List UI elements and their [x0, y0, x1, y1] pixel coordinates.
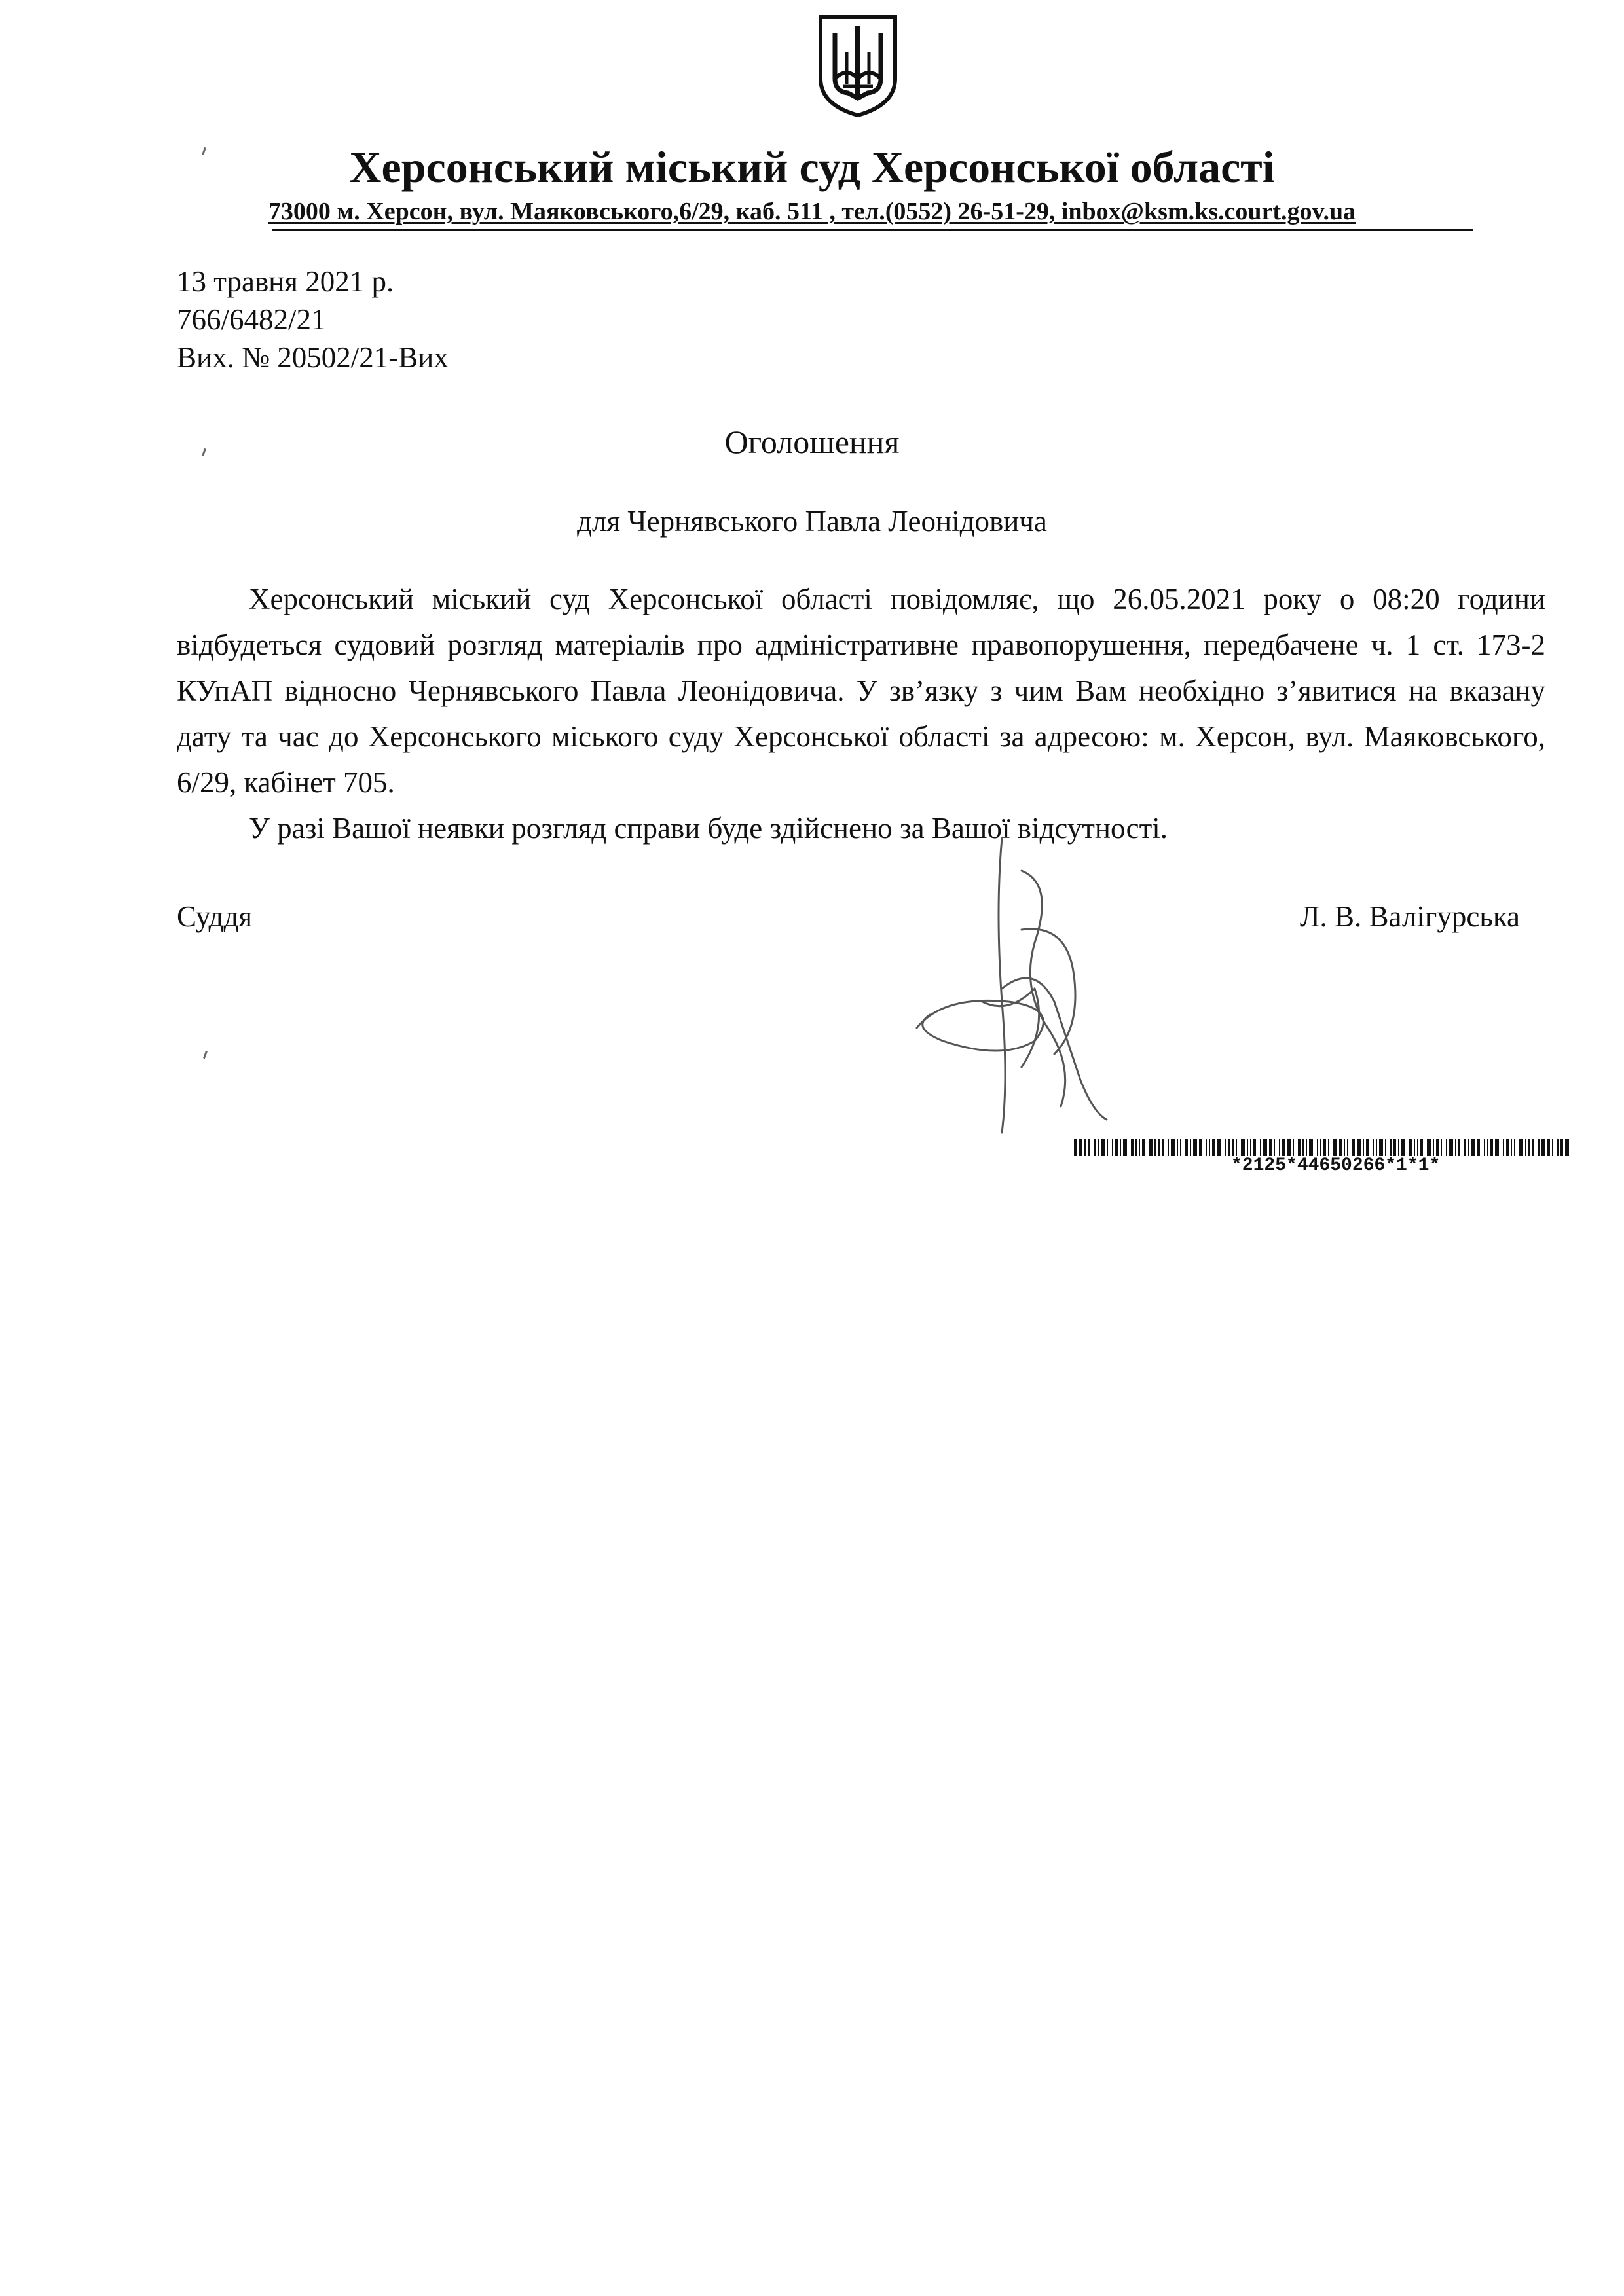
barcode-bar: [1538, 1139, 1540, 1156]
barcode-bar: [1357, 1139, 1361, 1156]
barcode-bar: [1250, 1139, 1251, 1156]
barcode-bar: [1352, 1139, 1355, 1156]
barcode-bar: [1385, 1139, 1386, 1156]
barcode-bar: [1253, 1139, 1256, 1156]
barcode-bar: [1282, 1139, 1285, 1156]
barcode-bar: [1557, 1139, 1559, 1156]
barcode-bar: [1320, 1139, 1321, 1156]
notice-body: [177, 576, 1545, 851]
barcode-bar: [1436, 1139, 1439, 1156]
barcode-bar: [1366, 1139, 1369, 1156]
header-divider: [272, 229, 1473, 231]
barcode-bar: [1487, 1139, 1488, 1156]
barcode-bar: [1225, 1139, 1226, 1156]
barcode-bar: [1112, 1139, 1113, 1156]
barcode-bar: [1101, 1139, 1105, 1156]
barcode-bar: [1190, 1139, 1191, 1156]
barcode-bar: [1120, 1139, 1121, 1156]
barcode-bar: [1074, 1139, 1077, 1156]
court-name: Херсонський міський суд Херсонської області: [349, 142, 1275, 192]
barcode-bar: [1217, 1139, 1221, 1156]
barcode-bar: [1420, 1139, 1423, 1156]
barcode-bar: [1328, 1139, 1329, 1156]
barcode-bar: [1458, 1139, 1460, 1156]
outgoing-number: Вих. № 20502/21-Вих: [177, 341, 449, 374]
barcode-bar: [1142, 1139, 1145, 1156]
barcode-bar: [1209, 1139, 1210, 1156]
barcode-bar: [1379, 1139, 1383, 1156]
barcode-bar: [1528, 1139, 1530, 1156]
recipient-line: для Чернявського Павла Леонідовича: [577, 505, 1047, 538]
ukraine-coat-of-arms-icon: [815, 13, 900, 118]
barcode-bar: [1180, 1139, 1181, 1156]
barcode-bar: [1363, 1139, 1364, 1156]
barcode-bar: [1171, 1139, 1175, 1156]
barcode-bar: [1532, 1139, 1534, 1156]
barcode-bar: [1484, 1139, 1485, 1156]
barcode-bar: [1317, 1139, 1318, 1156]
barcode-bar: [1560, 1139, 1563, 1156]
barcode-bar: [1162, 1139, 1164, 1156]
letter-date: 13 травня 2021 р.: [177, 265, 394, 298]
barcode-number: *2125*44650266*1*1*: [1231, 1156, 1441, 1176]
barcode-bar: [1333, 1139, 1337, 1156]
barcode-bar: [1131, 1139, 1134, 1156]
court-address-text: 73000 м. Херсон, вул. Маяковського,6/29, каб. 511 , тел.(0552) 26-51-29, inbox@ksm.ks.court.gov.ua: [268, 198, 1356, 225]
barcode-bar: [1339, 1139, 1342, 1156]
barcode-bar: [1260, 1139, 1261, 1156]
barcode-bar: [1347, 1139, 1348, 1156]
barcode-bar: [1390, 1139, 1392, 1156]
barcode-bar: [1158, 1139, 1160, 1156]
barcode-bar: [1309, 1139, 1313, 1156]
barcode-bar: [1468, 1139, 1469, 1156]
barcode-bar: [1084, 1139, 1086, 1156]
barcode-bar: [1298, 1139, 1301, 1156]
barcode-bar: [1269, 1139, 1272, 1156]
barcode-bar: [1107, 1139, 1108, 1156]
signer-role: Суддя: [177, 900, 253, 933]
barcode-bar: [1455, 1139, 1456, 1156]
barcode-bar: [1477, 1139, 1480, 1156]
barcode-bar: [1495, 1139, 1499, 1156]
barcode-bar: [1139, 1139, 1140, 1156]
barcode-bar: [1094, 1139, 1096, 1156]
barcode-bar: [1446, 1139, 1447, 1156]
barcode-bar: [1417, 1139, 1418, 1156]
barcode-bar: [1088, 1139, 1090, 1156]
barcode-bar: [1514, 1139, 1515, 1156]
barcode-bar: [1376, 1139, 1377, 1156]
barcode-bar: [1449, 1139, 1453, 1156]
barcode-bar: [1193, 1139, 1197, 1156]
barcode-bar: [1287, 1139, 1291, 1156]
barcode-bar: [1511, 1139, 1512, 1156]
barcode-bar: [1471, 1139, 1475, 1156]
barcode-bar: [1323, 1139, 1326, 1156]
document-barcode: [1074, 1139, 1572, 1156]
barcode-bar: [1552, 1139, 1553, 1156]
notice-paragraph: У разі Вашої неявки розгляд справи буде здійснено за Вашої відсутності.: [249, 812, 1168, 845]
barcode-bar: [1344, 1139, 1345, 1156]
barcode-bar: [1168, 1139, 1169, 1156]
barcode-bar: [1433, 1139, 1434, 1156]
barcode-bar: [1409, 1139, 1412, 1156]
barcode-bar: [1228, 1139, 1230, 1156]
barcode-bar: [1464, 1139, 1466, 1156]
handwritten-signature: [904, 831, 1139, 1139]
barcode-bar: [1185, 1139, 1188, 1156]
barcode-bar: [1135, 1139, 1137, 1156]
barcode-bar: [1565, 1139, 1569, 1156]
barcode-bar: [1154, 1139, 1156, 1156]
barcode-bar: [1490, 1139, 1493, 1156]
case-number: 766/6482/21: [177, 303, 326, 336]
barcode-bar: [1274, 1139, 1275, 1156]
barcode-bar: [1212, 1139, 1215, 1156]
signer-name: Л. В. Валігурська: [1300, 900, 1520, 933]
barcode-bar: [1519, 1139, 1523, 1156]
barcode-bar: [1506, 1139, 1509, 1156]
barcode-bar: [1293, 1139, 1294, 1156]
document-title: Оголошення: [724, 424, 900, 460]
barcode-bar: [1206, 1139, 1207, 1156]
barcode-bar: [1241, 1139, 1245, 1156]
barcode-bar: [1098, 1139, 1099, 1156]
barcode-bar: [1199, 1139, 1202, 1156]
barcode-bar: [1279, 1139, 1280, 1156]
barcode-bar: [1373, 1139, 1374, 1156]
barcode-bar: [1427, 1139, 1431, 1156]
scan-speck: [203, 1051, 208, 1059]
barcode-bar: [1247, 1139, 1248, 1156]
barcode-bar: [1079, 1139, 1082, 1156]
barcode-bar: [1547, 1139, 1550, 1156]
barcode-bar: [1236, 1139, 1237, 1156]
barcode-bar: [1525, 1139, 1526, 1156]
court-address: [0, 196, 1624, 227]
barcode-bar: [1441, 1139, 1442, 1156]
barcode-bar: [1177, 1139, 1178, 1156]
barcode-bar: [1302, 1139, 1304, 1156]
barcode-bar: [1503, 1139, 1504, 1156]
barcode-bar: [1123, 1139, 1127, 1156]
barcode-bar: [1149, 1139, 1153, 1156]
barcode-bar: [1263, 1139, 1267, 1156]
barcode-bar: [1232, 1139, 1234, 1156]
barcode-bar: [1398, 1139, 1399, 1156]
notice-paragraph: Херсонський міський суд Херсонської області повідомляє, що 26.05.2021 року о 08:20 години відбудеться судовий розгляд матеріалів про адміністративне правопорушення, передбачене ч. 1 ст. 173-2 КУпАП відносно Чернявського Павла Леонідовича. У зв’язку з чим Вам необхідно з’явитися на вказану дату та час до Херсонського міського суду Херсонської області за адресою: м. Херсон, вул. Маяковського, 6/29, кабінет 705.: [177, 583, 1545, 799]
barcode-bar: [1414, 1139, 1415, 1156]
barcode-bar: [1306, 1139, 1307, 1156]
barcode-bar: [1393, 1139, 1396, 1156]
barcode-bar: [1115, 1139, 1118, 1156]
barcode-bar: [1541, 1139, 1545, 1156]
barcode-bar: [1401, 1139, 1405, 1156]
